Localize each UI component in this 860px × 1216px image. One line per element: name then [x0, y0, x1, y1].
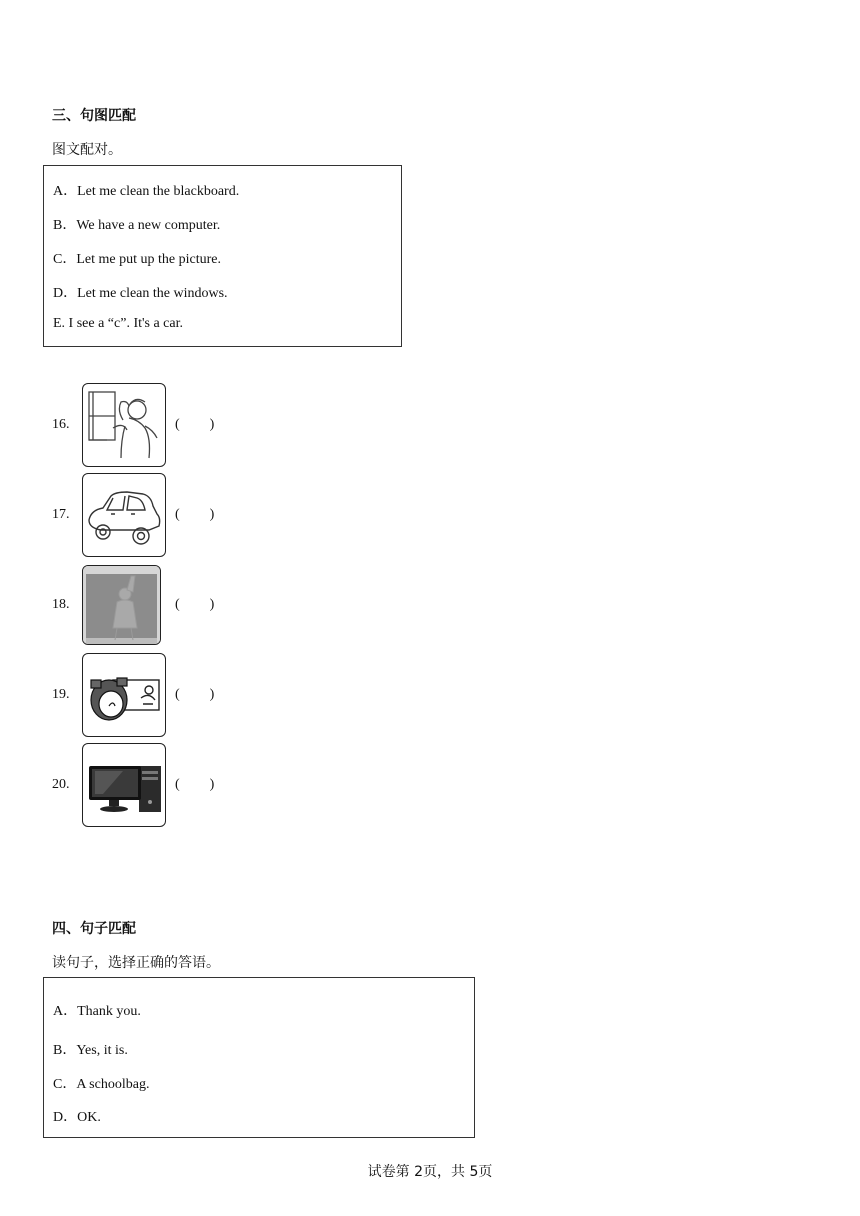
item-19-answer-blank[interactable]: [175, 687, 214, 703]
section3-instruction: 图文配对。: [52, 142, 122, 158]
option-a: A．Thank you.: [53, 1004, 141, 1019]
putting-up-picture-icon: [82, 653, 166, 737]
computer-icon: [82, 743, 166, 827]
item-17-number: 17.: [52, 507, 70, 522]
cleaning-blackboard-icon: [82, 565, 161, 645]
item-17-answer-blank[interactable]: [175, 507, 214, 523]
option-d: D．OK.: [53, 1110, 101, 1125]
option-c: C．A schoolbag.: [53, 1077, 150, 1092]
section3-heading: 三、句图匹配: [52, 108, 136, 124]
paren-open: (: [175, 597, 180, 612]
paren-open: (: [175, 777, 180, 792]
paren-close: ): [209, 597, 215, 612]
item-18-answer-blank[interactable]: [175, 597, 214, 613]
option-b: B．Yes, it is.: [53, 1043, 128, 1058]
paren-close: ): [209, 687, 215, 702]
item-18-number: 18.: [52, 597, 70, 612]
paren-open: (: [175, 687, 180, 702]
section4-options-box: [43, 977, 475, 1138]
section3-options-box: [43, 165, 402, 347]
cleaning-window-icon: [82, 383, 166, 467]
item-19-number: 19.: [52, 687, 70, 702]
paren-open: (: [175, 417, 180, 432]
car-icon: [82, 473, 166, 557]
item-20-number: 20.: [52, 777, 70, 792]
option-b: B．We have a new computer.: [53, 218, 221, 233]
item-16-number: 16.: [52, 417, 70, 432]
paren-open: (: [175, 507, 180, 522]
paren-close: ): [209, 507, 215, 522]
section4-instruction: 读句子，选择正确的答语。: [52, 955, 220, 971]
paren-close: ): [209, 417, 215, 432]
option-d: D．Let me clean the windows.: [53, 286, 228, 301]
page-footer: 试卷第 2页，共 5页: [367, 1164, 493, 1180]
option-e: E. I see a “c”. It's a car.: [53, 316, 183, 331]
option-a: A．Let me clean the blackboard.: [53, 184, 240, 199]
item-16-answer-blank[interactable]: [175, 417, 214, 433]
section4-heading: 四、句子匹配: [52, 921, 136, 937]
paren-close: ): [209, 777, 215, 792]
item-20-answer-blank[interactable]: [175, 777, 214, 793]
option-c: C．Let me put up the picture.: [53, 252, 221, 267]
